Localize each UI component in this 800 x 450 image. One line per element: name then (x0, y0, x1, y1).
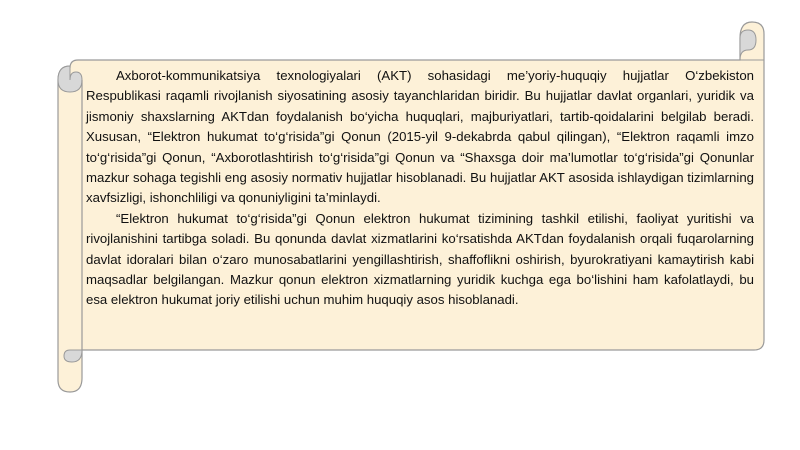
paragraph-1: Axborot-kommunikatsiya texnologiyalari (AKT) sohasidagi me’yoriy-huquqiy hujjatlar O‘zbekiston Respublikasi raqamli rivojlanish siyosatining asosiy tayanchlaridan biridir. Bu hujjatlar davlat organlari, yuridik va jismoniy shaxslarning AKTdan foydalanish bo‘yicha huquqlari, majburiyatlari, tartib-qoidalarini belgilab beradi. Xususan, “Elektron hukumat to‘g‘risida”gi Qonun (2015-yil 9-dekabrda qabul qilingan), “Elektron raqamli imzo to‘g‘risida”gi Qonun, “Axborotlashtirish to‘g‘risida”gi Qonun va “Shaxsga doir ma’lumotlar to‘g‘risida”gi Qonunlar mazkur sohaga tegishli eng asosiy normativ hujjatlar hisoblanadi. Bu hujjatlar AKT asosida ishlaydigan tizimlarning xavfsizligi, ishonchliligi va qonuniyligini ta’minlaydi. (86, 68, 754, 206)
paragraph-2: “Elektron hukumat to‘g‘risida”gi Qonun elektron hukumat tizimining tashkil etilishi, faoliyat yuritishi va rivojlanishini tartibga soladi. Bu qonunda davlat xizmatlarini ko‘rsatishda AKTdan foydalanish orqali fuqarolarning davlat idoralari bilan o‘zaro munosabatlarini yengillashtirish, shaffoflikni oshirish, byurokratiyani kamaytirish kabi maqsadlar belgilangan. Mazkur qonun elektron xizmatlarning yuridik kuchga ega bo‘lishini ham kafolatlaydi, bu esa elektron hukumat joriy etilishi uchun muhim huquqiy asos hisoblanadi. (86, 210, 754, 308)
document-body (86, 66, 754, 311)
